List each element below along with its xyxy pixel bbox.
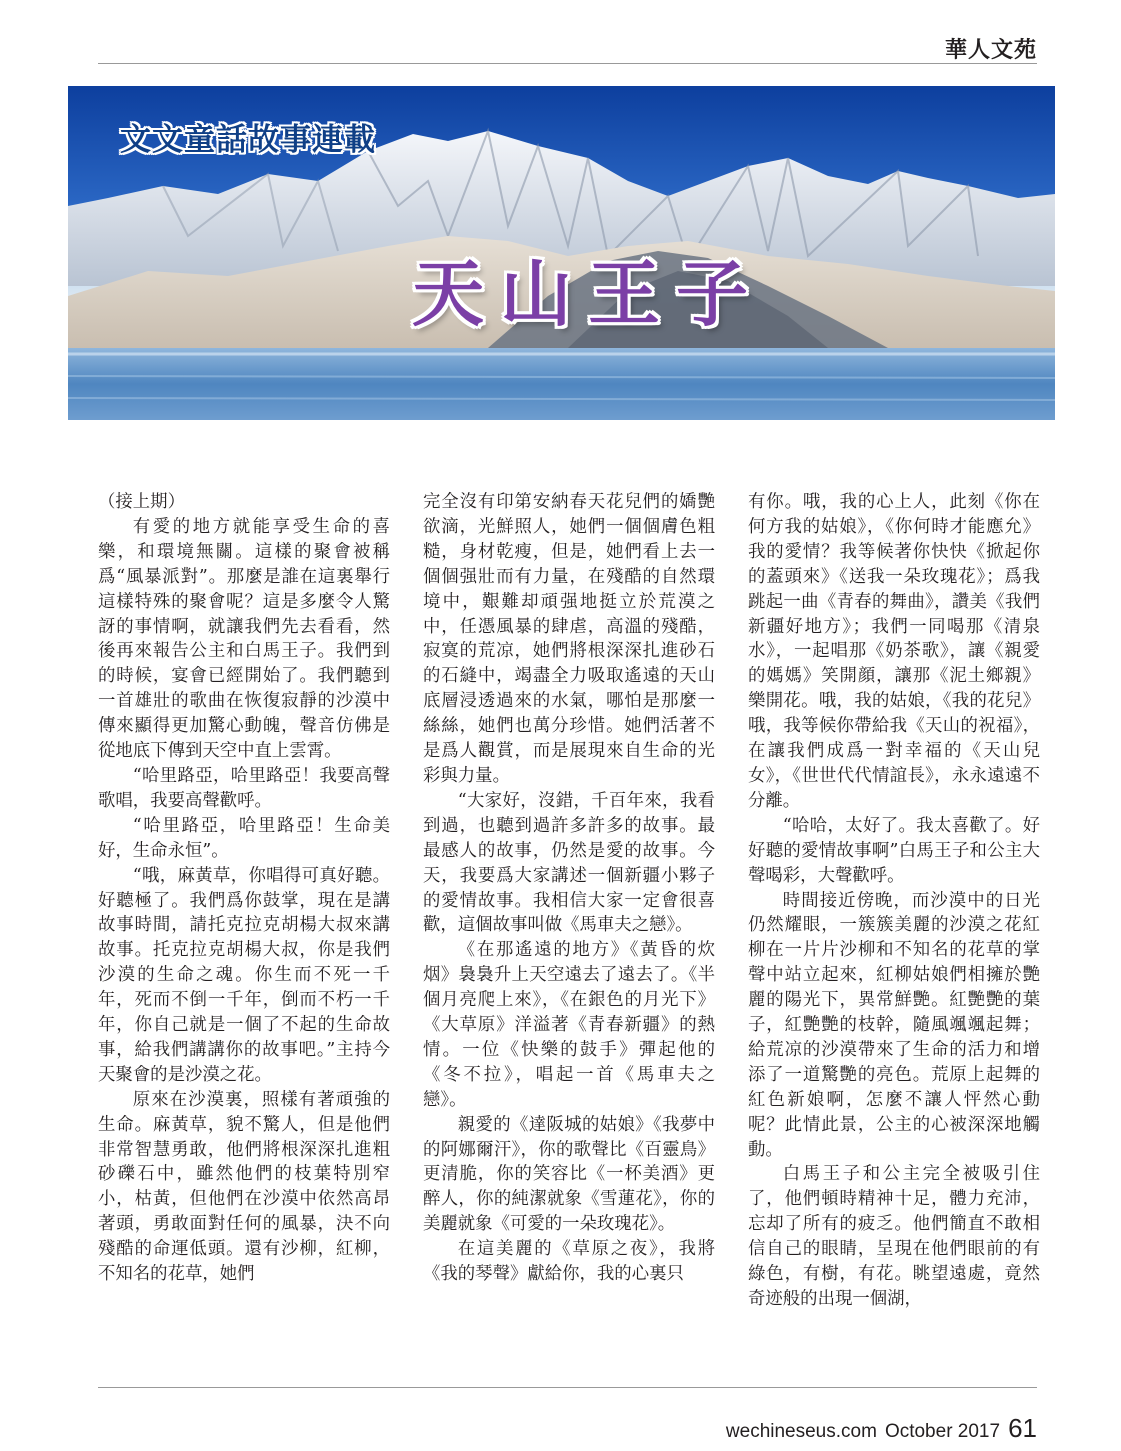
page-number: 61	[1008, 1413, 1037, 1443]
section-name: 華人文苑	[944, 37, 1037, 63]
article-column-2	[423, 490, 715, 1287]
continued-note: （接上期）	[98, 492, 185, 512]
paragraph: 原來在沙漠裏，照樣有著頑強的生命。麻黃草，貌不驚人，但是他們非常智慧勇敢，他們將根深深扎進粗砂礫石中，雖然他們的枝葉特別窄小，枯黃，但他們在沙漠中依然高昂著頭，勇敢面對任何的風暴，決不向殘酷的命運低頭。還有沙柳，紅柳，不知名的花草，她們	[98, 1089, 390, 1285]
issue-date: October 2017	[884, 1421, 1001, 1442]
title-banner	[68, 86, 1055, 420]
paragraph: “哦，麻黃草，你唱得可真好聽。好聽極了。我們爲你鼓掌，現在是講故事時間，請托克拉克胡楊大叔來講故事。托克拉克胡楊大叔，你是我們沙漠的生命之魂。你生而不死一千年，死而不倒一千年，倒而不朽一千年，你自己就是一個了不起的生命故事，給我們講講你的故事吧。”主持今天聚會的是沙漠之花。	[98, 865, 390, 1085]
paragraph: 《在那遙遠的地方》《黃昏的炊烟》裊裊升上天空遠去了遠去了。《半個月亮爬上來》，《在銀色的月光下》《大草原》洋溢著《青春新疆》的熱情。一位《快樂的鼓手》彈起他的《冬不拉》，唱起一首《馬車夫之戀》。	[423, 940, 715, 1110]
top-divider	[98, 63, 1037, 64]
paragraph: 時間接近傍晚，而沙漠中的日光仍然耀眼，一簇簇美麗的沙漠之花紅柳在一片片沙柳和不知名的花草的掌聲中站立起來，紅柳姑娘們相擁於艷麗的陽光下，異常鮮艷。紅艷艷的葉子，紅艷艷的枝幹，隨風颯颯起舞；給荒凉的沙漠帶來了生命的活力和增添了一道驚艷的亮色。荒原上起舞的紅色新娘啊，怎麼不讓人怦然心動呢？此情此景，公主的心被深深地觸動。	[748, 890, 1040, 1160]
website-url: wechineseus.com	[725, 1421, 877, 1442]
story-title: 天山王子	[412, 251, 765, 336]
paragraph: 有愛的地方就能享受生命的喜樂，和環境無關。這樣的聚會被稱爲“風暴派對”。那麼是誰在這裏舉行這樣特殊的聚會呢？這是多麼令人驚訝的事情啊，就讓我們先去看看，然後再來報告公主和白馬王子。我們到的時候，宴會已經開始了。我們聽到一首雄壯的歌曲在恢復寂靜的沙漠中傳來顯得更加驚心動魄，聲音仿佛是從地底下傳到天空中直上雲霄。	[98, 516, 390, 762]
paragraph: 完全沒有印第安納春天花兒們的嬌艷欲滴，光鮮照人，她們一個個膚色粗糙，身材乾瘦，但是，她們看上去一個個强壯而有力量，在殘酷的自然環境中，艱難却頑强地挺立於荒漠之中，任憑風暴的肆虐，高溫的殘酷，寂寞的荒凉，她們將根深深扎進砂石的石縫中，竭盡全力吸取遙遠的天山底層浸透過來的水氣，哪怕是那麼一絲絲，她們也萬分珍惜。她們活著不是爲人觀賞，而是展現來自生命的光彩與力量。	[423, 492, 715, 786]
paragraph: “哈里路亞，哈里路亞！生命美好，生命永恒”。	[98, 815, 390, 861]
paragraph: 親愛的《達阪城的姑娘》《我夢中的阿娜爾汗》，你的歌聲比《百靈鳥》更清脆，你的笑容比《一杯美酒》更醉人，你的純潔就象《雪蓮花》，你的美麗就象《可愛的一朵玫瑰花》。	[423, 1114, 715, 1235]
series-title: 文文童話故事連載	[120, 122, 376, 158]
page-footer	[726, 1413, 1037, 1444]
article-column-1	[98, 490, 390, 1287]
paragraph: 白馬王子和公主完全被吸引住了，他們頓時精神十足，體力充沛，忘却了所有的疲乏。他們簡直不敢相信自己的眼睛，呈現在他們眼前的有綠色，有樹，有花。眺望遠處，竟然奇迹般的出現一個湖，	[748, 1164, 1040, 1309]
paragraph: “大家好，沒錯，千百年來，我看到過，也聽到過許多許多的故事。最最感人的故事，仍然是愛的故事。今天，我要爲大家講述一個新疆小夥子的愛情故事。我相信大家一定會很喜歡，這個故事叫做《馬車夫之戀》。	[423, 790, 715, 936]
paragraph: “哈哈，太好了。我太喜歡了。好好聽的愛情故事啊”白馬王子和公主大聲喝彩，大聲歡呼。	[748, 815, 1040, 886]
paragraph: 有你。哦，我的心上人，此刻《你在何方我的姑娘》，《你何時才能應允》我的愛情？我等候著你快快《掀起你的蓋頭來》《送我一朵玫瑰花》；爲我跳起一曲《青春的舞曲》，讚美《我們新疆好地方》；我們一同喝那《清泉水》，一起唱那《奶茶歌》，讓《親愛的媽媽》笑開顔，讓那《泥土鄉親》樂開花。哦，我的姑娘，《我的花兒》哦，我等候你帶給我《天山的祝福》，在讓我們成爲一對幸福的《天山兒女》，《世世代代情誼長》，永永遠遠不分離。	[748, 492, 1040, 811]
paragraph: 在這美麗的《草原之夜》，我將《我的琴聲》獻給你，我的心裏只	[423, 1239, 715, 1285]
article-column-3	[748, 490, 1040, 1312]
paragraph: “哈里路亞，哈里路亞！我要高聲歌唱，我要高聲歡呼。	[98, 765, 390, 811]
bottom-divider	[98, 1387, 1037, 1388]
